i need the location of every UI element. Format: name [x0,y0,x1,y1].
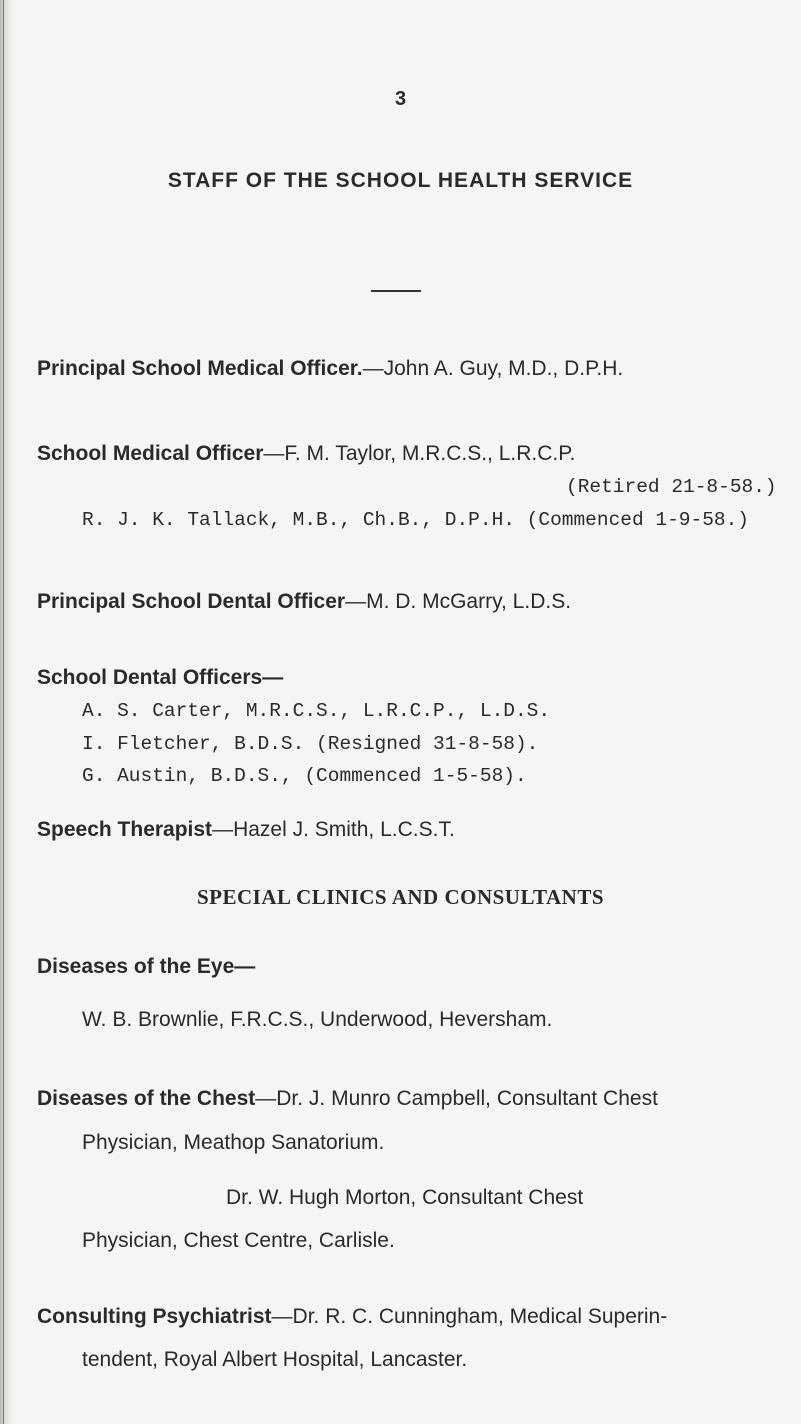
sdo-line2: I. Fletcher, B.D.S. (Resigned 31-8-58). [82,733,539,755]
psmo-entry [37,357,623,381]
smo-line2: R. J. K. Tallack, M.B., Ch.B., D.P.H. (Commenced 1-9-58.) [82,509,750,531]
chest-line2: Physician, Meathop Sanatorium. [82,1131,385,1154]
psych-line1: —Dr. R. C. Cunningham, Medical Superin- [271,1305,668,1328]
smo-note: (Retired 21-8-58.) [566,476,777,498]
clinics-heading: SPECIAL CLINICS AND CONSULTANTS [196,885,605,909]
smo-entry [37,442,575,466]
chest-label: Diseases of the Chest [37,1087,256,1110]
speech-value: —Hazel J. Smith, L.C.S.T. [212,818,455,841]
eye-label: Diseases of the Eye— [37,955,256,978]
chest-line4: Physician, Chest Centre, Carlisle. [82,1229,395,1252]
chest-line3: Dr. W. Hugh Morton, Consultant Chest [226,1186,584,1209]
eye-line: W. B. Brownlie, F.R.C.S., Underwood, Heversham. [82,1008,553,1031]
speech-entry [37,818,455,842]
smo-label: School Medical Officer [37,442,264,465]
page-number: 3 [394,88,407,110]
speech-label: Speech Therapist [37,818,213,841]
psmo-label: Principal School Medical Officer. [37,357,363,380]
psych-line2: tendent, Royal Albert Hospital, Lancaster. [82,1348,468,1371]
psych-label: Consulting Psychiatrist [37,1305,272,1328]
title-divider [371,290,421,292]
psdo-label: Principal School Dental Officer [37,590,346,613]
scan-edge-line [3,0,4,1424]
sdo-label: School Dental Officers— [37,666,284,689]
chest-entry [37,1087,658,1111]
smo-value: —F. M. Taylor, M.R.C.S., L.R.C.P. [263,442,576,465]
psych-entry [37,1305,667,1329]
psdo-value: —M. D. McGarry, L.D.S. [345,590,572,613]
chest-line1: —Dr. J. Munro Campbell, Consultant Chest [255,1087,658,1110]
sdo-line1: A. S. Carter, M.R.C.S., L.R.C.P., L.D.S. [82,700,551,722]
psdo-entry [37,590,571,614]
page-title: STAFF OF THE SCHOOL HEALTH SERVICE [167,169,634,192]
sdo-line3: G. Austin, B.D.S., (Commenced 1-5-58). [82,765,527,787]
psmo-value: —John A. Guy, M.D., D.P.H. [362,357,624,380]
